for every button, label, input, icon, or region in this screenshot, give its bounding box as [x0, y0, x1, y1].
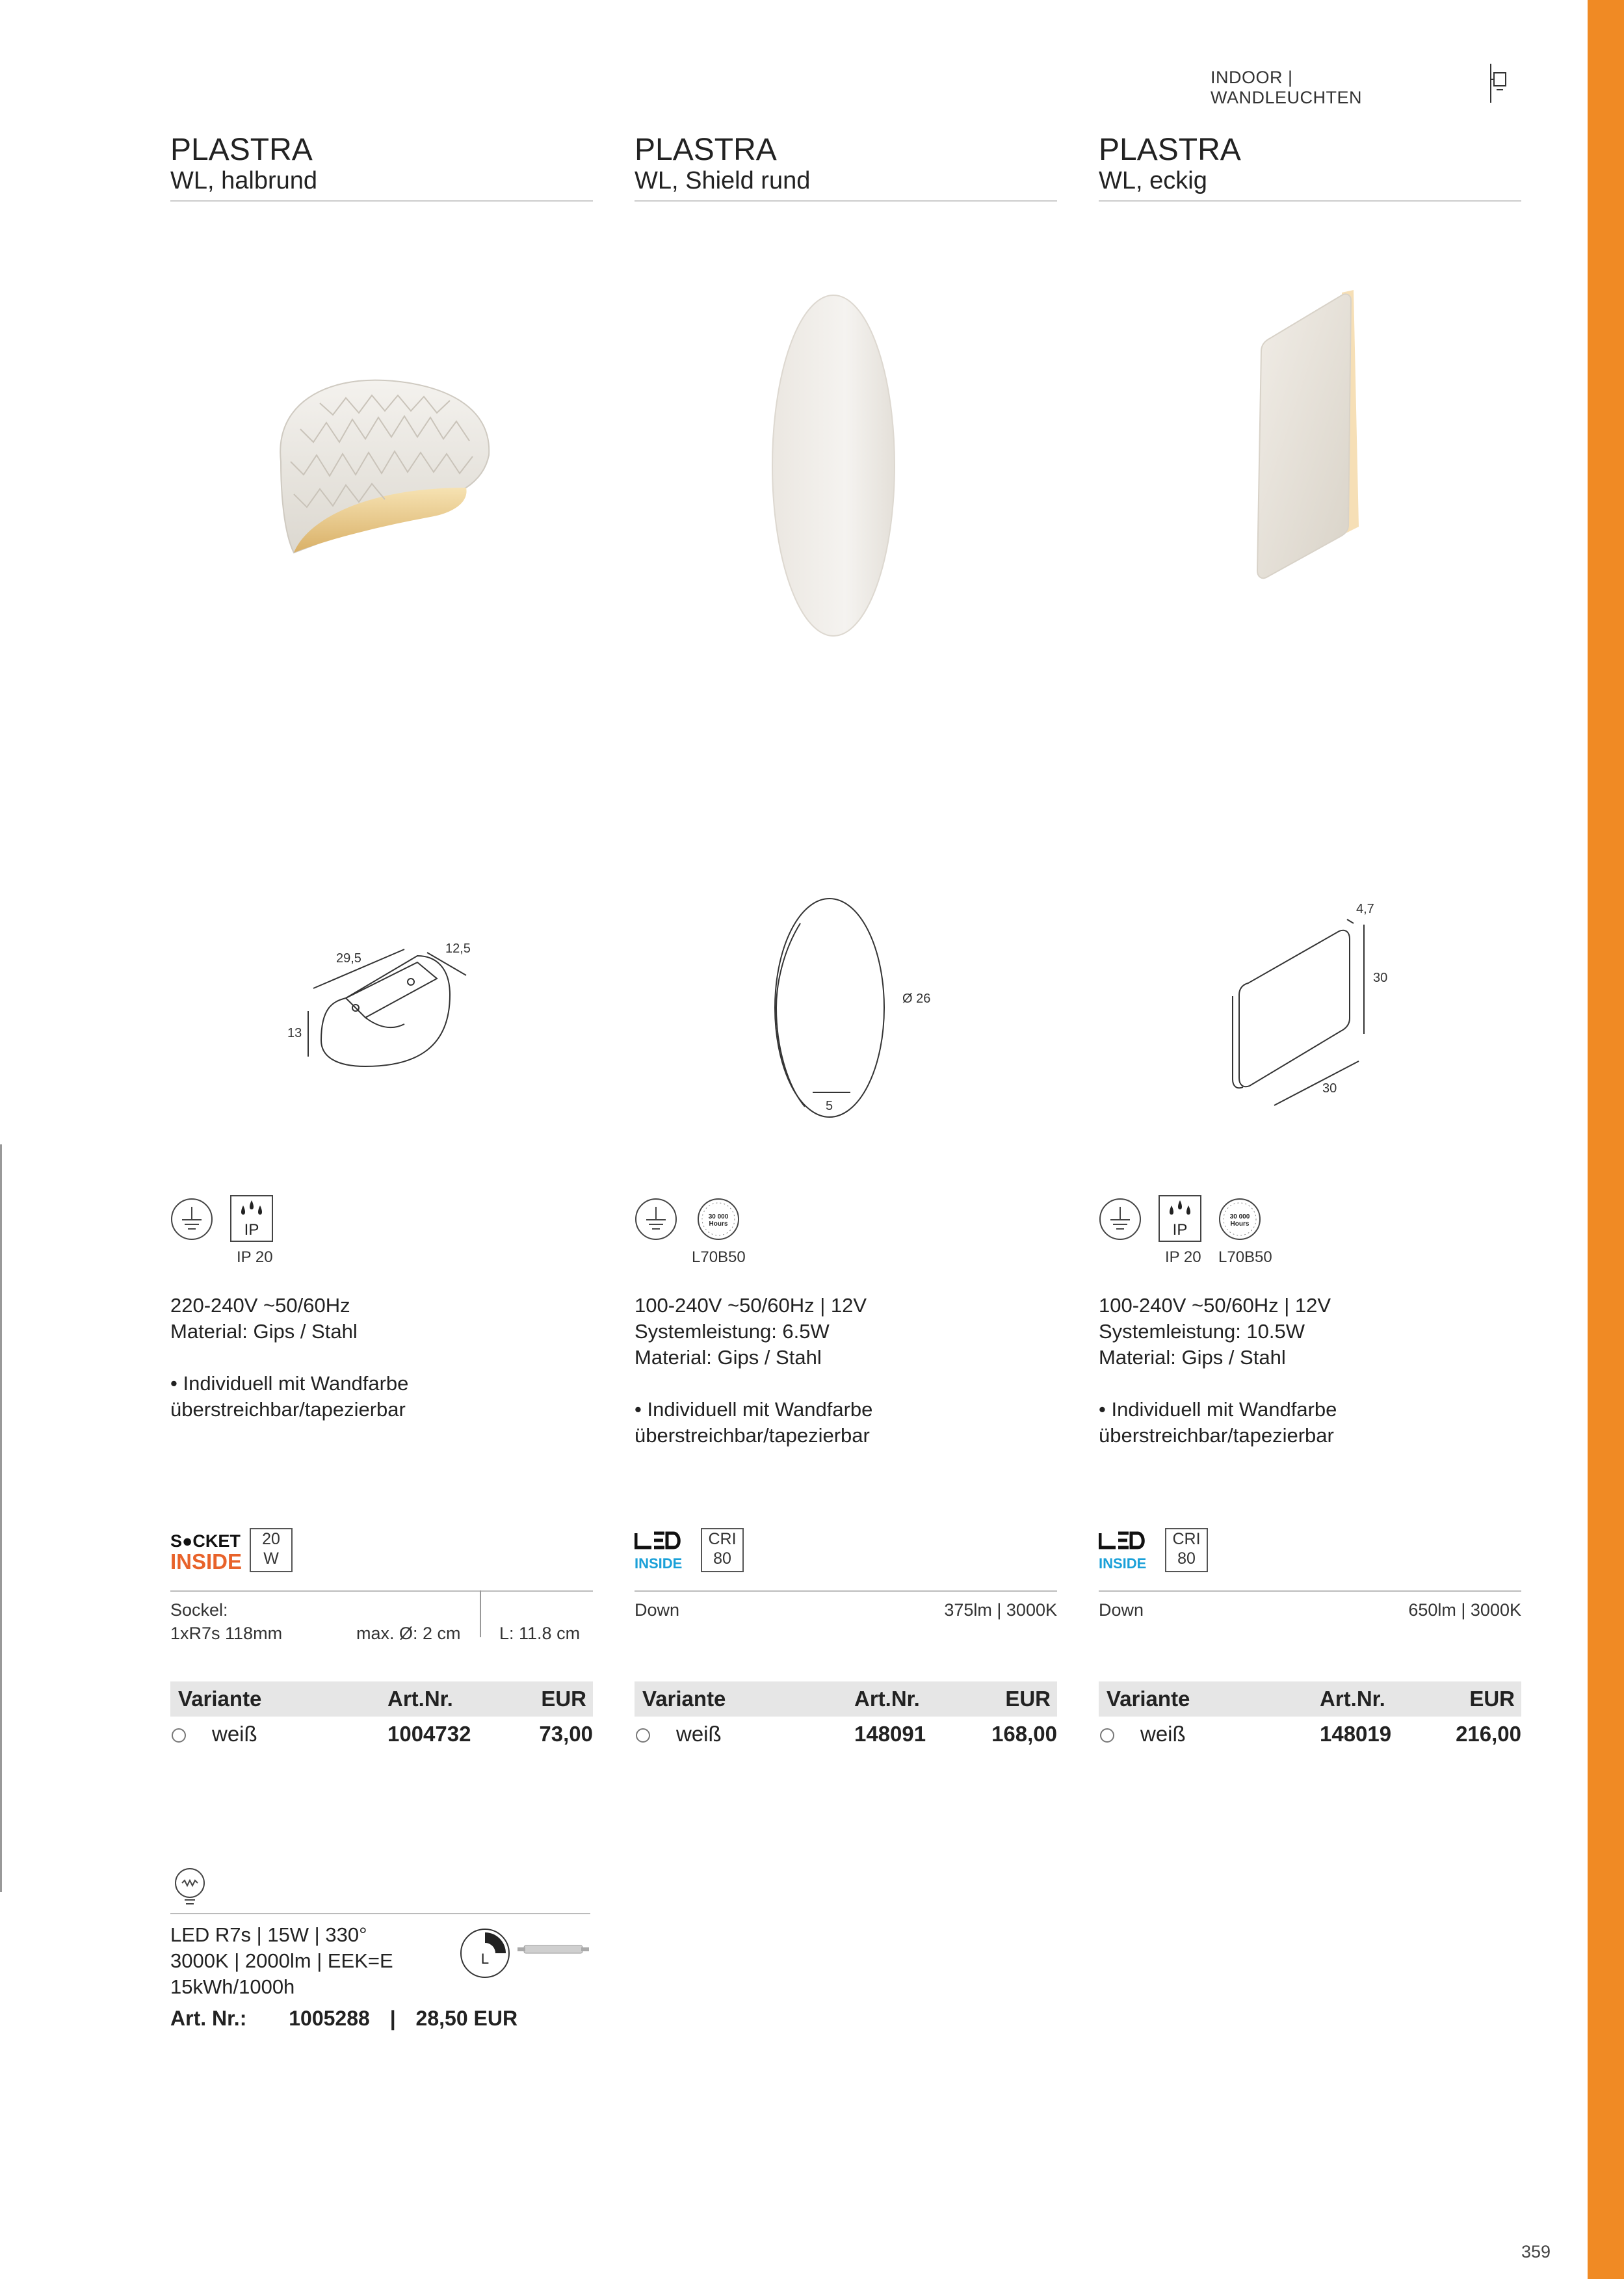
- svg-text:Hours: Hours: [709, 1220, 728, 1228]
- product-photo: [1099, 247, 1521, 676]
- tech-divider: [170, 1590, 593, 1592]
- price: 216,00: [1456, 1722, 1521, 1746]
- dim-label: 12,5: [445, 942, 471, 956]
- lamp-article: [170, 2007, 517, 2031]
- feature-bullet-cont: überstreichbar/tapezierbar: [1099, 1424, 1334, 1447]
- article-number: 148019: [1320, 1722, 1392, 1746]
- protection-class-icon: [170, 1198, 213, 1241]
- feature-bullet-cont: überstreichbar/tapezierbar: [635, 1424, 870, 1447]
- lamp-spec-line: LED R7s | 15W | 330°: [170, 1923, 367, 1946]
- max-diameter: max. Ø: 2 cm: [356, 1624, 461, 1643]
- protection-class-icon: [635, 1198, 677, 1241]
- lamp-price: 28,50 EUR: [415, 2007, 518, 2030]
- dim-label: 30: [1322, 1081, 1337, 1096]
- tech-separator: [480, 1590, 481, 1637]
- variant-table-header: Variante Art.Nr. EUR: [170, 1681, 593, 1717]
- ip-label: IP: [1172, 1221, 1188, 1239]
- product-subtitle: WL, halbrund: [170, 167, 318, 194]
- dim-label: 29,5: [336, 951, 361, 966]
- badge-row: [1099, 1528, 1521, 1574]
- spec-line: Systemleistung: 10.5W: [1099, 1320, 1305, 1343]
- product-subtitle: WL, Shield rund: [635, 167, 811, 194]
- badge-row: [635, 1528, 1057, 1574]
- tech-divider: [635, 1590, 1057, 1592]
- wattage-box: 20 W: [250, 1528, 293, 1572]
- lamp-specs: [170, 1922, 393, 2000]
- variant-radio[interactable]: [636, 1728, 650, 1743]
- specifications: [1099, 1293, 1521, 1449]
- variant-table-header: Variante Art.Nr. EUR: [1099, 1681, 1521, 1717]
- led-inside-logo: [635, 1528, 684, 1574]
- price: 73,00: [539, 1722, 593, 1746]
- light-direction: Down: [635, 1600, 680, 1620]
- cri-box: CRI 80: [701, 1528, 744, 1572]
- left-margin-mark: [0, 1144, 2, 1892]
- feature-bullet: • Individuell mit Wandfarbe: [1099, 1398, 1337, 1421]
- specifications: [170, 1293, 593, 1423]
- article-number: 1004732: [387, 1722, 471, 1746]
- lifetime-hours-icon: [697, 1198, 740, 1241]
- ip-rating-icon: [230, 1195, 273, 1242]
- lifetime-hours-icon: [1218, 1198, 1261, 1241]
- spec-line: Systemleistung: 6.5W: [635, 1320, 830, 1343]
- dim-label: 4,7: [1356, 902, 1374, 916]
- product-title: PLASTRA: [170, 133, 313, 167]
- svg-text:Hours: Hours: [1230, 1220, 1250, 1228]
- svg-text:INSIDE: INSIDE: [635, 1555, 683, 1572]
- title-divider: [635, 200, 1057, 202]
- variant-radio[interactable]: [1100, 1728, 1114, 1743]
- product-subtitle: WL, eckig: [1099, 167, 1207, 194]
- spec-line: Material: Gips / Stahl: [1099, 1346, 1286, 1369]
- variant-row[interactable]: [635, 1719, 1057, 1752]
- certification-icons: [1099, 1195, 1521, 1273]
- variant-name: weiß: [676, 1722, 722, 1746]
- product-column-eckig: [1099, 0, 1521, 2279]
- ip-label: IP: [244, 1221, 259, 1239]
- lamp-spec-line: 15kWh/1000h: [170, 1975, 295, 1998]
- dimmable-icon: [459, 1927, 511, 1979]
- product-title: PLASTRA: [1099, 133, 1241, 167]
- dim-label: 13: [287, 1026, 302, 1040]
- product-column-shield-rund: [635, 0, 1057, 2279]
- svg-text:INSIDE: INSIDE: [1099, 1555, 1147, 1572]
- light-bulb-icon: [170, 1866, 209, 1909]
- title-divider: [170, 200, 593, 202]
- dimension-drawing: [1099, 891, 1521, 1138]
- cri-box: CRI 80: [1165, 1528, 1208, 1572]
- socket-info: Sockel: 1xR7s 118mm: [170, 1600, 283, 1643]
- artnr-value: 1005288: [289, 2007, 370, 2030]
- feature-bullet: • Individuell mit Wandfarbe: [635, 1398, 873, 1421]
- dimension-drawing: [170, 891, 593, 1138]
- icon-caption: L70B50: [1218, 1248, 1272, 1266]
- variant-name: weiß: [1140, 1722, 1186, 1746]
- section-header: INDOOR | WANDLEUCHTEN: [1211, 68, 1363, 107]
- light-direction: Down: [1099, 1600, 1144, 1620]
- variant-row[interactable]: [170, 1719, 593, 1752]
- feature-bullet: • Individuell mit Wandfarbe: [170, 1372, 409, 1395]
- socket-inside-logo: S●CKET INSIDE: [170, 1531, 242, 1574]
- length-info: L: 11.8 cm: [499, 1624, 581, 1643]
- product-photo: [635, 247, 1057, 676]
- article-number: 148091: [854, 1722, 926, 1746]
- svg-text:30 000: 30 000: [1229, 1213, 1250, 1220]
- feature-bullet-cont: überstreichbar/tapezierbar: [170, 1398, 406, 1421]
- variant-row[interactable]: [1099, 1719, 1521, 1752]
- title-divider: [1099, 200, 1521, 202]
- spec-line: 100-240V ~50/60Hz | 12V: [635, 1294, 867, 1317]
- specifications: [635, 1293, 1057, 1449]
- led-inside-logo: [1099, 1528, 1148, 1574]
- lamp-spec-line: 3000K | 2000lm | EEK=E: [170, 1949, 393, 1972]
- price: 168,00: [991, 1722, 1057, 1746]
- spec-line: Material: Gips / Stahl: [635, 1346, 822, 1369]
- lumen-color-temp: 650lm | 3000K: [1408, 1600, 1521, 1620]
- spec-line: Material: Gips / Stahl: [170, 1320, 358, 1343]
- lamp-divider: [170, 1913, 590, 1914]
- artnr-label: Art. Nr.:: [170, 2007, 247, 2030]
- certification-icons: [170, 1195, 593, 1273]
- protection-class-icon: [1099, 1198, 1142, 1241]
- variant-table-header: Variante Art.Nr. EUR: [635, 1681, 1057, 1717]
- orange-side-bar: [1588, 0, 1624, 2279]
- svg-text:L: L: [480, 1951, 490, 1967]
- page-number: 359: [1521, 2242, 1551, 2261]
- artnr-separator: |: [389, 2007, 396, 2030]
- product-photo: [170, 247, 593, 676]
- icon-caption: IP 20: [1165, 1248, 1201, 1266]
- tech-divider: [1099, 1590, 1521, 1592]
- product-title: PLASTRA: [635, 133, 777, 167]
- lumen-color-temp: 375lm | 3000K: [944, 1600, 1057, 1620]
- dim-label: 5: [826, 1099, 833, 1113]
- spec-line: 220-240V ~50/60Hz: [170, 1294, 350, 1317]
- dim-label: 30: [1373, 971, 1388, 985]
- icon-caption: L70B50: [692, 1248, 746, 1266]
- variant-name: weiß: [212, 1722, 257, 1746]
- dimension-drawing: [635, 891, 1057, 1138]
- water-drops-icon: [231, 1196, 272, 1222]
- dim-label: Ø 26: [902, 992, 931, 1006]
- badge-row: [170, 1528, 593, 1574]
- svg-text:30 000: 30 000: [708, 1213, 729, 1220]
- water-drops-icon: [1160, 1196, 1200, 1222]
- r7s-lamp-image: [517, 1935, 589, 1964]
- variant-radio[interactable]: [172, 1728, 186, 1743]
- certification-icons: [635, 1195, 1057, 1273]
- spec-line: 100-240V ~50/60Hz | 12V: [1099, 1294, 1331, 1317]
- ip-rating-icon: [1159, 1195, 1201, 1242]
- icon-caption: IP 20: [237, 1248, 273, 1266]
